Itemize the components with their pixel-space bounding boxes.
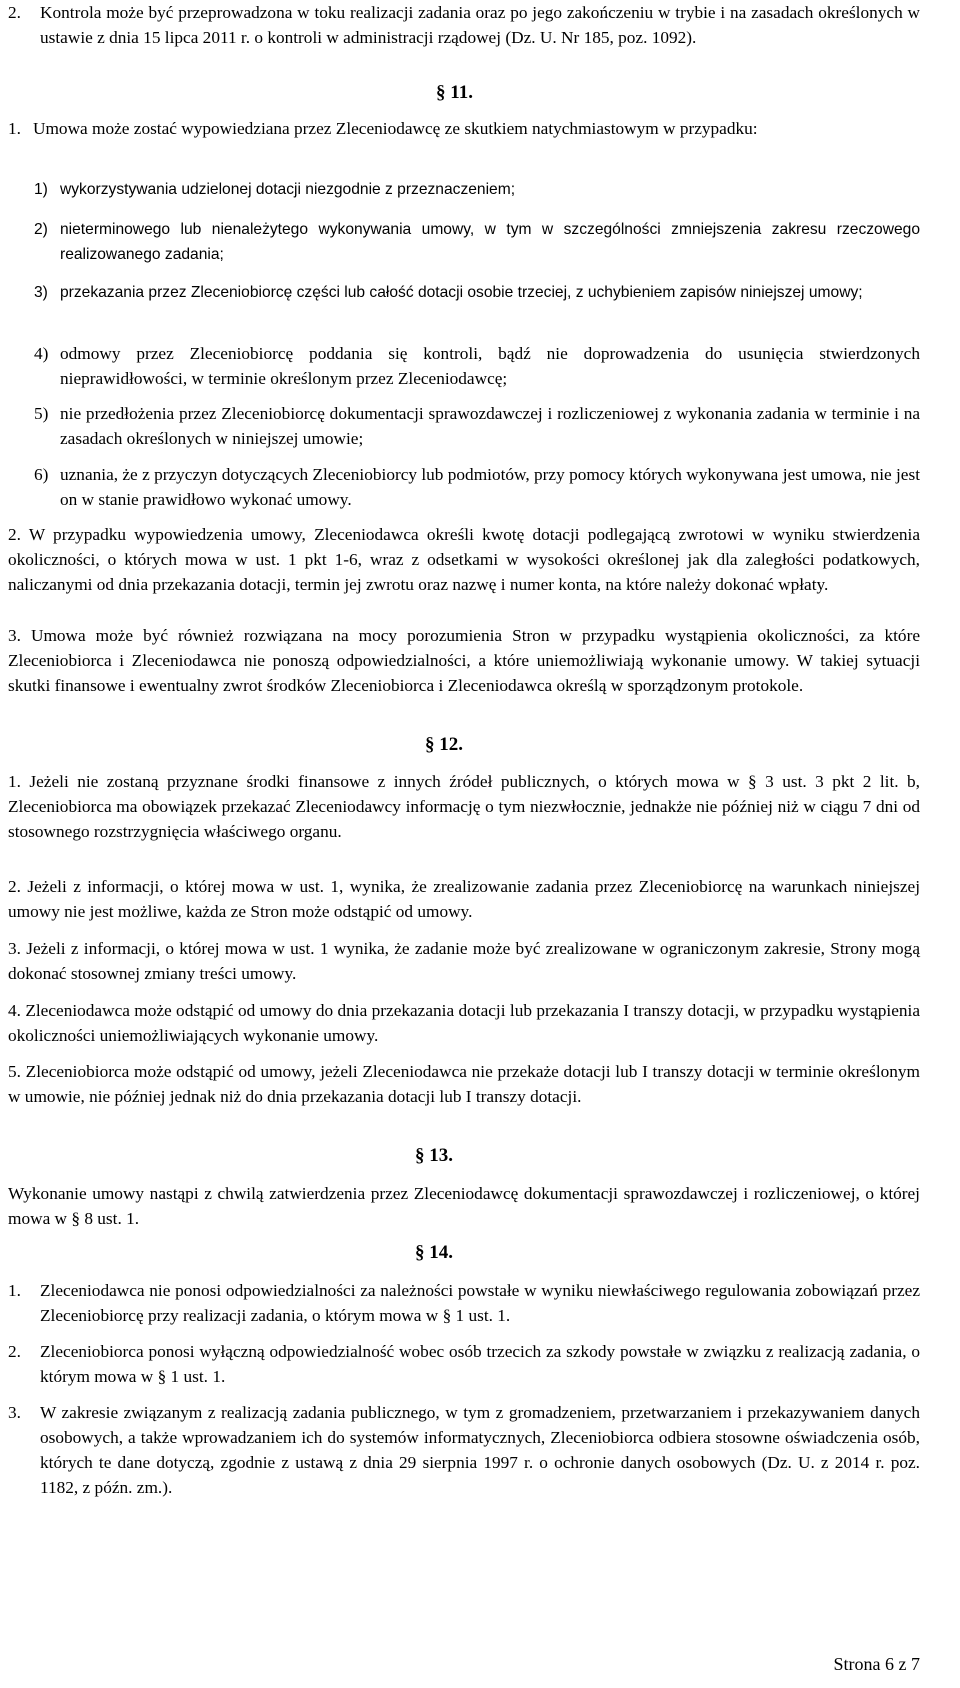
section-12-item-3: 3. Jeżeli z informacji, o której mowa w ust. 1 wynika, że zadanie może być zrealizowane w ograniczonym zakresie, Strony mogą dokonać stosownej zmiany treści umowy.	[8, 939, 920, 983]
section-11-item-3: 3. Umowa może być również rozwiązana na mocy porozumienia Stron w przypadku wystąpienia okoliczności, za które Zleceniobiorca i Zleceniodawca nie ponoszą odpowiedzialności, a które uniemożliwiają wykonanie umowy. W takiej sytuacji skutki finansowe i ewentualny zwrot środków Zleceniobiorca i Zleceniodawca określą w sporządzonym protokole.	[8, 626, 920, 695]
subitem-6	[34, 462, 920, 512]
section-heading: § 11.	[436, 82, 473, 103]
section-11-item-1	[8, 116, 920, 141]
subitem-3	[34, 280, 920, 305]
subitem-text: uznania, że z przyczyn dotyczących Zleceniobiorcy lub podmiotów, przy pomocy których wykonywana jest umowa, nie jest on w stanie prawidłowo wykonać umowy.	[60, 465, 920, 509]
subitem-text: nie przedłożenia przez Zleceniobiorcę dokumentacji sprawozdawczej i rozliczeniowej z wykonania zadania w terminie i na zasadach określonych w niniejszej umowie;	[60, 404, 920, 448]
list-item-text: Zleceniodawca nie ponosi odpowiedzialności za należności powstałe w wyniku niewłaściwego regulowania zobowiązań przez Zleceniobiorcę przy realizacji zadania, o którym mowa w § 1 ust. 1.	[40, 1281, 920, 1325]
subitem-number: 3)	[34, 284, 48, 301]
subitem-4	[34, 341, 920, 391]
list-item-text: Umowa może zostać wypowiedziana przez Zleceniodawcę ze skutkiem natychmiastowym w przypadku:	[33, 119, 758, 138]
subitem-number: 2)	[34, 221, 48, 238]
list-number: 1.	[8, 119, 21, 138]
subitem-text: nieterminowego lub nienależytego wykonywania umowy, w tym w szczególności zmniejszenia zakresu rzeczowego realizowanego zadania;	[60, 221, 920, 263]
subitem-text: odmowy przez Zleceniobiorcę poddania się kontroli, bądź nie doprowadzenia do usunięcia stwierdzonych nieprawidłowości, w terminie określonym przez Zleceniodawcę;	[60, 344, 920, 388]
list-number: 1.	[8, 1281, 21, 1300]
subitem-text: przekazania przez Zleceniobiorcę części lub całość dotacji osobie trzeciej, z uchybieniem zapisów niniejszej umowy;	[60, 284, 863, 301]
list-number: 2.	[8, 3, 21, 22]
section-heading: § 14.	[415, 1242, 453, 1263]
subitem-number: 6)	[34, 465, 49, 484]
list-item-text: W zakresie związanym z realizacją zadania publicznego, w tym z gromadzeniem, przetwarzaniem i przekazywaniem danych osobowych, a także wprowadzaniem ich do systemów informatycznych, Zleceniobiorca odbiera stosowne oświadczenia osób, których te dane dotyczą, zgodnie z ustawą z dnia 29 sierpnia 1997 r. o ochronie danych osobowych (Dz. U. z 2014 r. poz. 1182, z późn. zm.).	[40, 1403, 920, 1497]
section-12-item-1: 1. Jeżeli nie zostaną przyznane środki finansowe z innych źródeł publicznych, o których mowa w § 3 ust. 3 pkt 2 lit. b, Zleceniobiorca ma obowiązek przekazać Zleceniodawcy informację o tym niezwłocznie, jednakże nie później niż w ciągu 7 dni od stosownego rozstrzygnięcia właściwego organu.	[8, 772, 920, 841]
list-item-text: Zleceniobiorca ponosi wyłączną odpowiedzialność wobec osób trzecich za szkody powstałe w związku z realizacją zadania, o którym mowa w § 1 ust. 1.	[40, 1342, 920, 1386]
subitem-number: 1)	[34, 181, 48, 198]
subitem-5	[34, 401, 920, 451]
list-number: 2.	[8, 1342, 21, 1361]
subitem-number: 5)	[34, 404, 49, 423]
subitem-number: 4)	[34, 344, 49, 363]
section-12-item-5: 5. Zleceniobiorca może odstąpić od umowy, jeżeli Zleceniodawca nie przekaże dotacji lub I transzy dotacji w terminie określonym w umowie, nie później jednak niż do dnia przekazania dotacji lub I transzy dotacji.	[8, 1062, 920, 1106]
section-14-item-3	[8, 1400, 920, 1500]
section-heading: § 13.	[415, 1145, 453, 1166]
list-item-text: Kontrola może być przeprowadzona w toku realizacji zadania oraz po jego zakończeniu w trybie i na zasadach określonych w ustawie z dnia 15 lipca 2011 r. o kontroli w administracji rządowej (Dz. U. Nr 185, poz. 1092).	[40, 3, 920, 47]
section-12-item-4: 4. Zleceniodawca może odstąpić od umowy do dnia przekazania dotacji lub przekazania I transzy dotacji, w przypadku wystąpienia okoliczności uniemożliwiających wykonanie umowy.	[8, 1001, 920, 1045]
section-11-item-2: 2. W przypadku wypowiedzenia umowy, Zleceniodawca określi kwotę dotacji podlegającą zwrotowi w wyniku stwierdzenia okoliczności, o których mowa w ust. 1 pkt 1-6, wraz z odsetkami w wysokości określonej jak dla zaległości podatkowych, naliczanymi od dnia przekazania dotacji, termin jej zwrotu oraz nazwę i numer konta, na które należy dokonać wpłaty.	[8, 525, 920, 594]
subitem-1	[34, 177, 920, 202]
top-list-item	[8, 0, 920, 50]
section-14-item-2	[8, 1339, 920, 1389]
section-heading: § 12.	[425, 734, 463, 755]
list-number: 3.	[8, 1403, 21, 1422]
subitem-2	[34, 217, 920, 267]
section-13-text: Wykonanie umowy nastąpi z chwilą zatwierdzenia przez Zleceniodawcę dokumentacji sprawozdawczej i rozliczeniowej, o której mowa w § 8 ust. 1.	[8, 1184, 920, 1228]
page-number-footer: Strona 6 z 7	[833, 1654, 920, 1674]
section-12-item-2: 2. Jeżeli z informacji, o której mowa w ust. 1, wynika, że zrealizowanie zadania przez Zleceniobiorcę na warunkach niniejszej umowy nie jest możliwe, każda ze Stron może odstąpić od umowy.	[8, 877, 920, 921]
subitem-text: wykorzystywania udzielonej dotacji niezgodnie z przeznaczeniem;	[60, 181, 516, 198]
section-14-item-1	[8, 1278, 920, 1328]
